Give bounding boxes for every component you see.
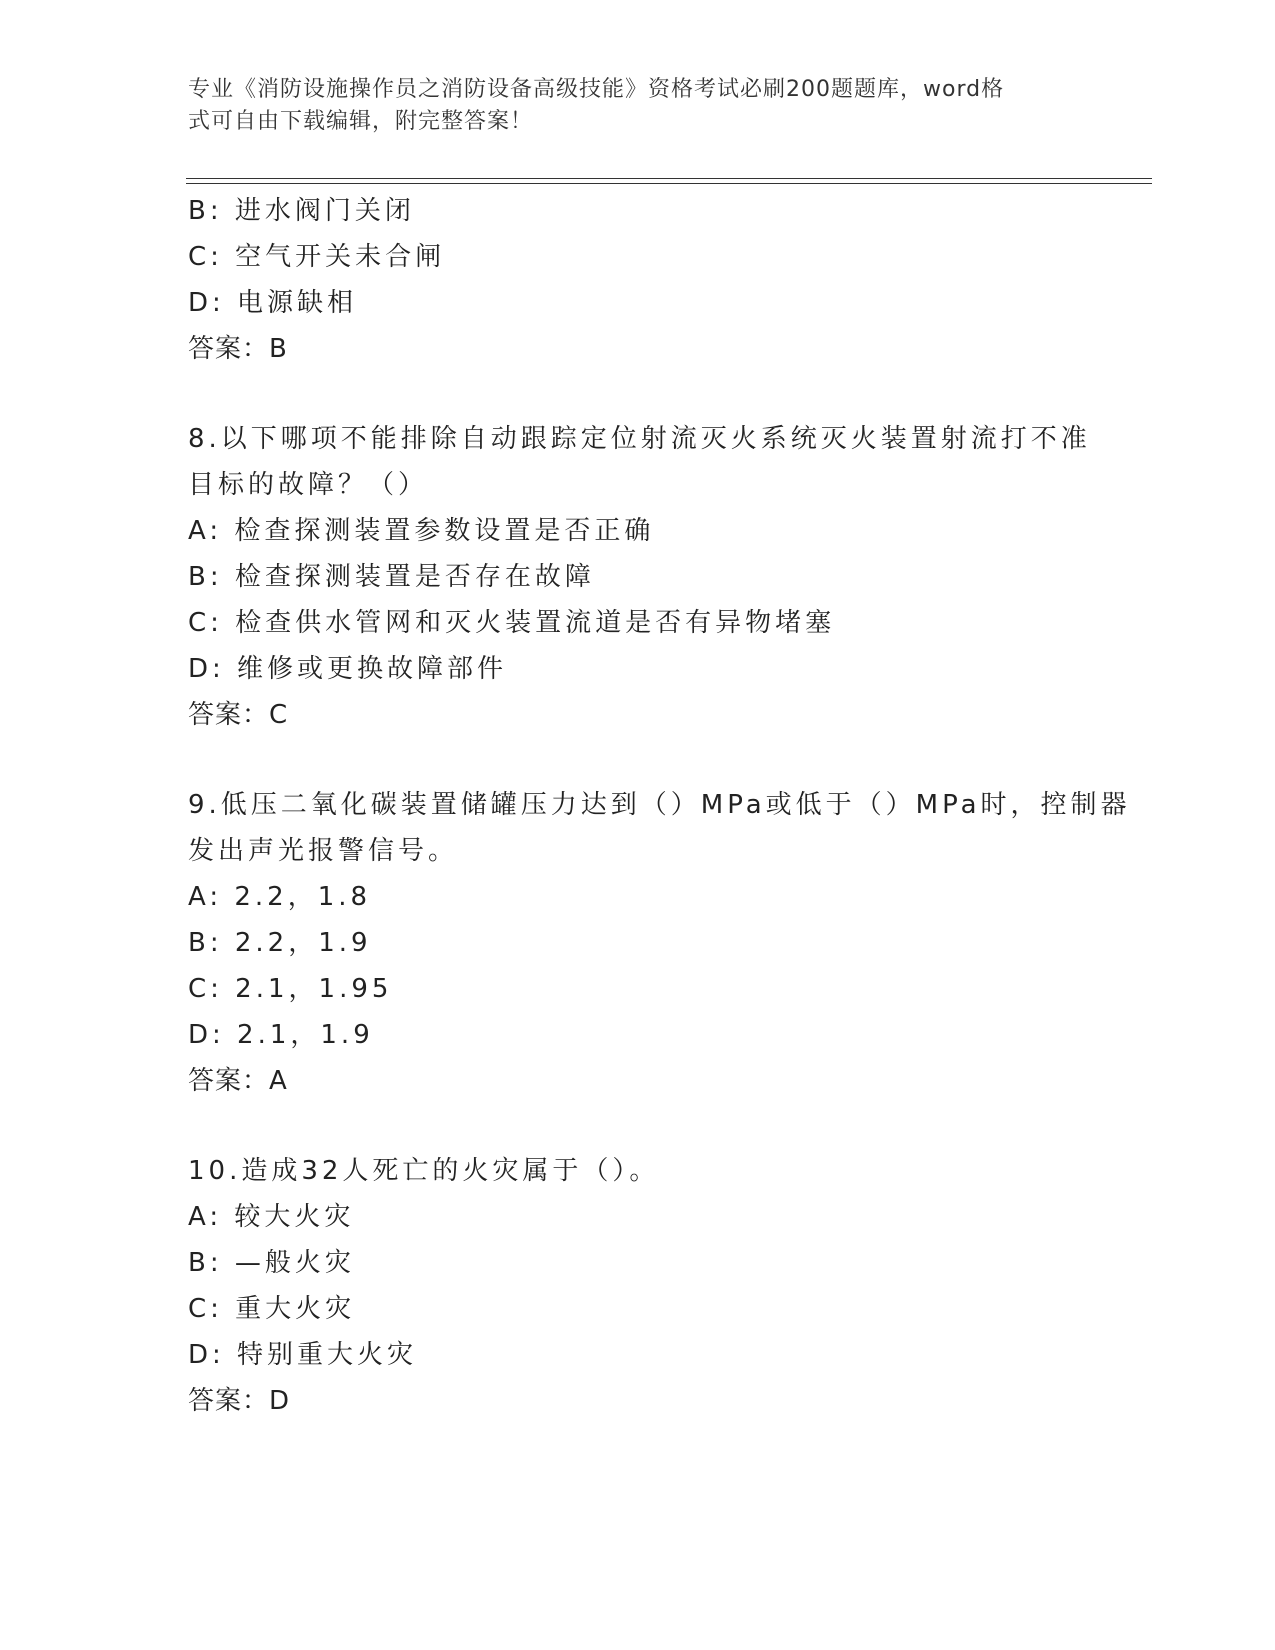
header-rule-bottom [186, 183, 1152, 184]
document-header [188, 74, 1068, 138]
question-stem-line-1: 9.低压二氧化碳装置储罐压力达到（）MPa或低于（）MPa时，控制器 [188, 790, 1131, 820]
question-stem-line-2: 目标的故障？（） [188, 470, 429, 500]
option-b: B: 检查探测装置是否存在故障 [188, 562, 595, 592]
option-a: A: 2.2，1.8 [188, 882, 372, 912]
spacer [188, 738, 1088, 782]
question-8 [188, 416, 1091, 738]
option-b: B: —般火灾 [188, 1248, 355, 1278]
option-c: C: 重大火灾 [188, 1294, 356, 1324]
question-stem-line-1: 8.以下哪项不能排除自动跟踪定位射流灭火系统灭火装置射流打不准 [188, 424, 1091, 454]
header-rule-top [186, 178, 1152, 179]
option-c: C: 检查供水管网和灭火装置流道是否有异物堵塞 [188, 608, 836, 638]
option-d: D: 特别重大火灾 [188, 1340, 418, 1370]
question-stem-line-2: 发出声光报警信号。 [188, 836, 459, 866]
answer: 答案：D [188, 1386, 291, 1416]
question-10 [188, 1148, 1088, 1424]
option-b: B: 进水阀门关闭 [188, 196, 415, 226]
answer: 答案：C [188, 700, 289, 730]
spacer [188, 1104, 1088, 1148]
question-list [188, 188, 1131, 1424]
spacer [188, 372, 1088, 416]
option-d: D: 维修或更换故障部件 [188, 654, 508, 684]
header-line-2: 式可自由下载编辑，附完整答案！ [188, 109, 534, 134]
option-c: C: 2.1，1.95 [188, 974, 393, 1004]
option-d: D: 电源缺相 [188, 288, 358, 318]
header-line-1: 专业《消防设施操作员之消防设备高级技能》资格考试必刷200题题库，word格 [188, 77, 1005, 102]
question-9 [188, 782, 1131, 1104]
option-d: D: 2.1，1.9 [188, 1020, 374, 1050]
option-a: A: 较大火灾 [188, 1202, 355, 1232]
question-stem-line-1: 10.造成32人死亡的火灾属于（）。 [188, 1156, 660, 1186]
answer: 答案：B [188, 334, 288, 364]
option-c: C: 空气开关未合闸 [188, 242, 446, 272]
option-b: B: 2.2，1.9 [188, 928, 372, 958]
answer: 答案：A [188, 1066, 288, 1096]
option-a: A: 检查探测装置参数设置是否正确 [188, 516, 655, 546]
question-7 [188, 188, 1088, 372]
